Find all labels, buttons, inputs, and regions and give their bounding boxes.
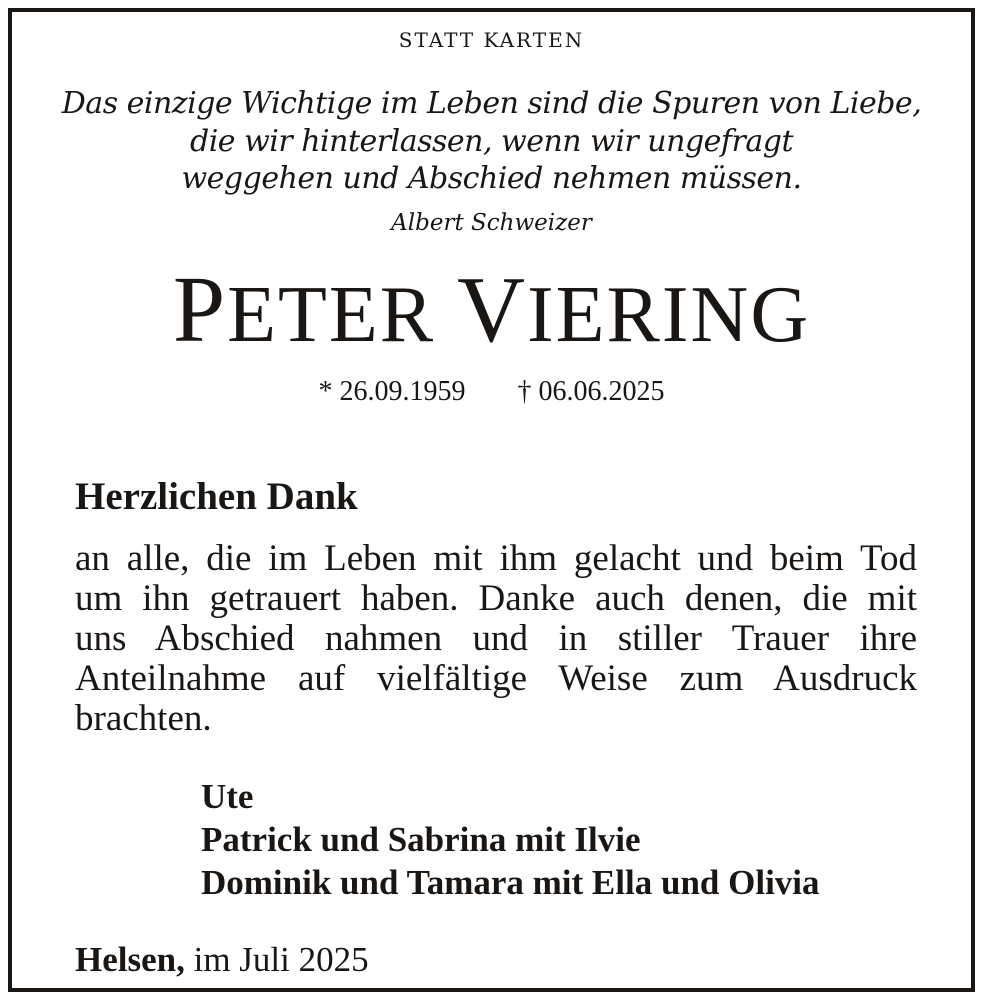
deceased-name <box>12 258 971 363</box>
signer: Dominik und Tamara mit Ella und Olivia <box>201 863 820 902</box>
birth-date: * 26.09.1959 <box>318 376 466 407</box>
thanks-heading: Herzlichen Dank <box>75 475 358 518</box>
signer: Patrick und Sabrina mit Ilvie <box>201 820 641 859</box>
quote-line: weggehen und Abschied nehmen müssen. <box>181 161 802 196</box>
place-date: im Juli 2025 <box>193 940 369 979</box>
header-label: STATT KARTEN <box>398 28 585 52</box>
last-name-rest: IERING <box>527 271 811 359</box>
obituary-frame <box>8 8 975 992</box>
life-dates <box>12 376 971 408</box>
quote-author: Albert Schweizer <box>391 210 592 236</box>
place-city: Helsen, <box>75 940 185 979</box>
first-name-initial: P <box>172 258 228 362</box>
thanks-text <box>75 539 917 739</box>
thanks-line: um ihn getrauert haben. Danke auch denen, die mit <box>75 578 917 619</box>
thanks-line: an alle, die im Leben mit ihm gelacht und beim Tod <box>75 538 917 579</box>
signer: Ute <box>201 777 254 816</box>
last-name-initial: V <box>457 258 528 362</box>
first-name-rest: ETER <box>227 271 436 359</box>
quote-line: die wir hinterlassen, wenn wir ungefragt <box>190 124 793 159</box>
signers-list <box>201 775 820 904</box>
thanks-line: brachten. <box>75 698 212 739</box>
quote-line: Das einzige Wichtige im Leben sind die Spuren von Liebe, <box>61 86 922 121</box>
death-date: † 06.06.2025 <box>517 376 665 407</box>
place-and-date <box>75 940 369 980</box>
thanks-line: uns Abschied nahmen und in stiller Trauer ihre <box>75 618 917 659</box>
thanks-line: Anteilnahme auf vielfältige Weise zum Ausdruck <box>75 658 917 699</box>
